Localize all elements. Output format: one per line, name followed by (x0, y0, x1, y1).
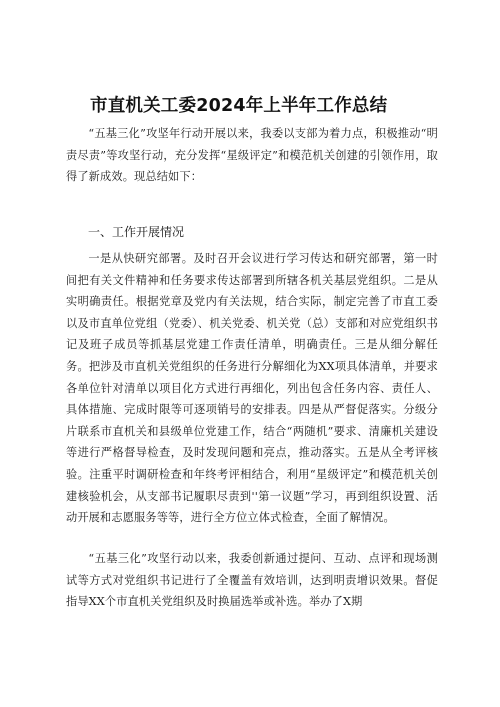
section-heading-work-progress: 一、工作开展情况 (88, 225, 185, 239)
training-paragraph: “五基三化”攻坚行动以来，我委创新通过提问、互动、点评和现场测试等方式对党组织书记进行了全覆盖有效培训，达到明责增识效果。督促指导XX个市直机关党组织及时换届选举或补选。举办了X期 (66, 552, 438, 609)
intro-paragraph: “五基三化”攻坚年行动开展以来，我委以支部为着力点，积极推动“明责尽责”等攻坚行动，充分发挥“星级评定”和模范机关创建的引领作用，取得了新成效。现总结如下： (66, 127, 438, 184)
document-title: 市直机关工委2024年上半年工作总结 (90, 96, 388, 116)
work-progress-paragraph: 一是从快研究部署。及时召开会议进行学习传达和研究部署，第一时间把有关文件精神和任务要求传达部署到所辖各机关基层党组织。二是从实明确责任。根据党章及党内有关法规，结合实际，制定完善了市直工委以及市直单位党组（党委）、机关党委、机关党（总）支部和对应党组织书记及班子成员等抓基层党建工作责任清单，明确责任。三是从细分解任务。把涉及市直机关党组织的任务进行分解细化为XX项具体清单，并要求各单位针对清单以项目化方式进行再细化，列出包含任务内容、责任人、具体措施、完成时限等可逐项销号的安排表。四是从严督促落实。分级分片联系市直机关和县级单位党建工作，结合“两随机”要求、清廉机关建设等进行严格督导检查，及时发现问题和亮点，推动落实。五是从全考评核验。注重平时调研检查和年终考评相结合，利用“星级评定”和模范机关创建核验机会，从支部书记履职尽责到''第一议题”学习，再到组织设置、活动开展和志愿服务等等，进行全方位立体式检查，全面了解情况。 (66, 252, 438, 525)
